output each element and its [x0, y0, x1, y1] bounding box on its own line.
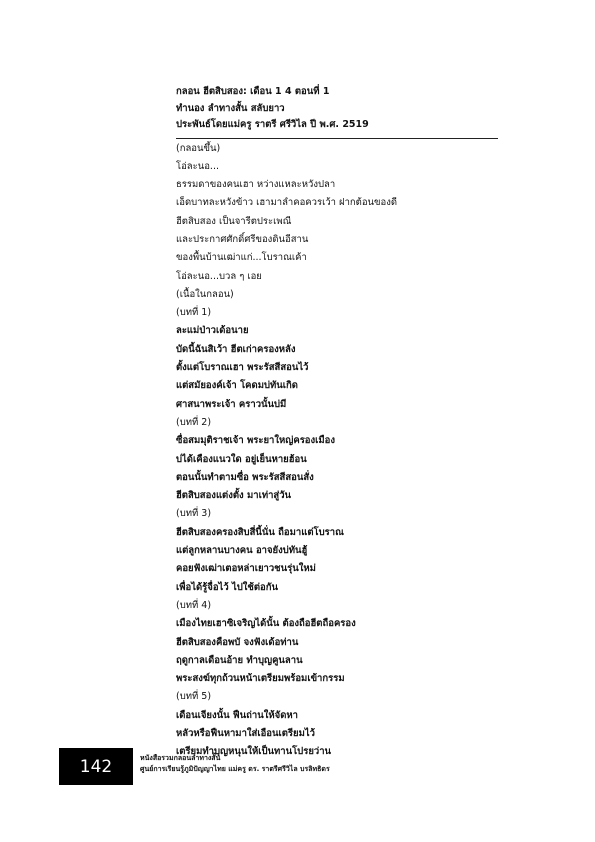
poem-line: ของพื้นบ้านเฒ่าแก่...โบราณเค้า	[176, 252, 307, 264]
melody-line: ทำนอง ลำทางสั้น สลับยาว	[176, 102, 285, 114]
poem-content	[176, 84, 506, 762]
poem-line: และประกาศศักดิ์ศรีของดินอีสาน	[176, 233, 309, 245]
poem-line: พระสงฆ์ทุกถ้วนหน้าเตรียมพร้อมเข้ากรรม	[176, 673, 345, 685]
page-number: 142	[79, 756, 113, 777]
header-divider	[176, 138, 498, 139]
poem-line: โอ่ละนอ...บวล ๆ เอย	[176, 270, 262, 282]
poem-line: บัดนี้ฉันสิเว้า ฮีตเก่าครองหลัง	[176, 343, 296, 355]
poem-line: ตอนนั้นทำตามซื่อ พระรัสสีสอนสั่ง	[176, 471, 314, 483]
poem-line: ฤดูกาลเดือนอ้าย ทำบุญคูนลาน	[176, 654, 303, 666]
poem-line: (บทที่ 5)	[176, 691, 212, 703]
poem-line: ละแม่ป่าวเด้อนาย	[176, 325, 249, 337]
poem-line: เตรียมทำบุญหนุนให้เป็นทานโปรยว่าน	[176, 746, 332, 758]
poem-line: ฮีตสิบสองครองสิบสี่นี้นั่น ถือมาแต่โบราณ	[176, 526, 344, 538]
poem-line: เมืองไทยเฮาซิเจริญได้นั้น ต้องถือฮีตถือครอง	[176, 618, 356, 630]
poem-line: ซื่อสมมุติราชเจ้า พระยาใหญ่ครองเมือง	[176, 435, 336, 447]
poem-title: กลอน ฮีตสิบสอง: เดือน 1 4 ตอนที่ 1	[176, 86, 330, 97]
poem-line: เอ็ดบาทละหวังข้าว เฮามาลำคอควรเว้า ฝากต้อนของดี	[176, 197, 398, 209]
poem-lines	[176, 140, 506, 762]
poem-line: (บทที่ 1)	[176, 307, 212, 319]
poem-line: ตั้งแต่โบราณเฮา พระรัสสีสอนไว้	[176, 362, 309, 374]
poem-line: แต่ลูกหลานบางคน อาจยังบ่ทันฮู้	[176, 545, 308, 557]
poem-line: ศาสนาพระเจ้า คราวนั้นบ่มี	[176, 398, 287, 410]
poem-line: เดือนเจียงนั้น ฟืนถ่านให้จัดหา	[176, 709, 298, 721]
author-line: ประพันธ์โดยแม่ครู ราตรี ศรีวิไล ปี พ.ศ. 2519	[176, 119, 369, 130]
poem-line: หลัวหรือฟืนหามาใส่เอือนเตรียมไว้	[176, 728, 315, 739]
poem-line: เพื่อได้รู้จื่อไว้ ไปใช้ต่อกัน	[176, 581, 278, 593]
poem-line: ฮีตสิบสอง เป็นจารีตประเพณี	[176, 215, 292, 227]
poem-line: (บทที่ 4)	[176, 599, 212, 611]
poem-line: คอยฟังเฒ่าเตอหล่าเยาวชนรุ่นใหม่	[176, 563, 316, 575]
page-number-box	[59, 748, 133, 785]
poem-line: (กลอนขึ้น)	[176, 142, 221, 154]
poem-line: แต่สมัยองค์เจ้า โคดมบ่ทันเกิด	[176, 380, 298, 392]
footer-center-name: ศูนย์การเรียนรู้ภูมิปัญญาไทย แม่ครู ดร. ราตรีศรีวิไล บรลิทธิดร	[140, 765, 330, 773]
footer-book-title: หนังสือรวมกลอนลำทางสั้น	[140, 754, 221, 762]
footer	[140, 753, 330, 775]
poem-line: (บทที่ 3)	[176, 508, 212, 520]
poem-line: ฮีตสิบสองแต่งตั้ง มาเท่าสู่วัน	[176, 490, 292, 502]
poem-line: (บทที่ 2)	[176, 416, 212, 428]
poem-line: ธรรมดาของคนเฮา หว่างแหละหวังปลา	[176, 179, 336, 191]
poem-line: บ่ได้เคืองแนวใด อยู่เย็นหายฮ้อน	[176, 453, 307, 465]
poem-line: ฮีตสิบสองคือพบั จงฟังเด้อท่าน	[176, 636, 299, 648]
poem-line: โอ่ละนอ...	[176, 160, 219, 172]
poem-line: (เนื้อในกลอน)	[176, 288, 234, 300]
